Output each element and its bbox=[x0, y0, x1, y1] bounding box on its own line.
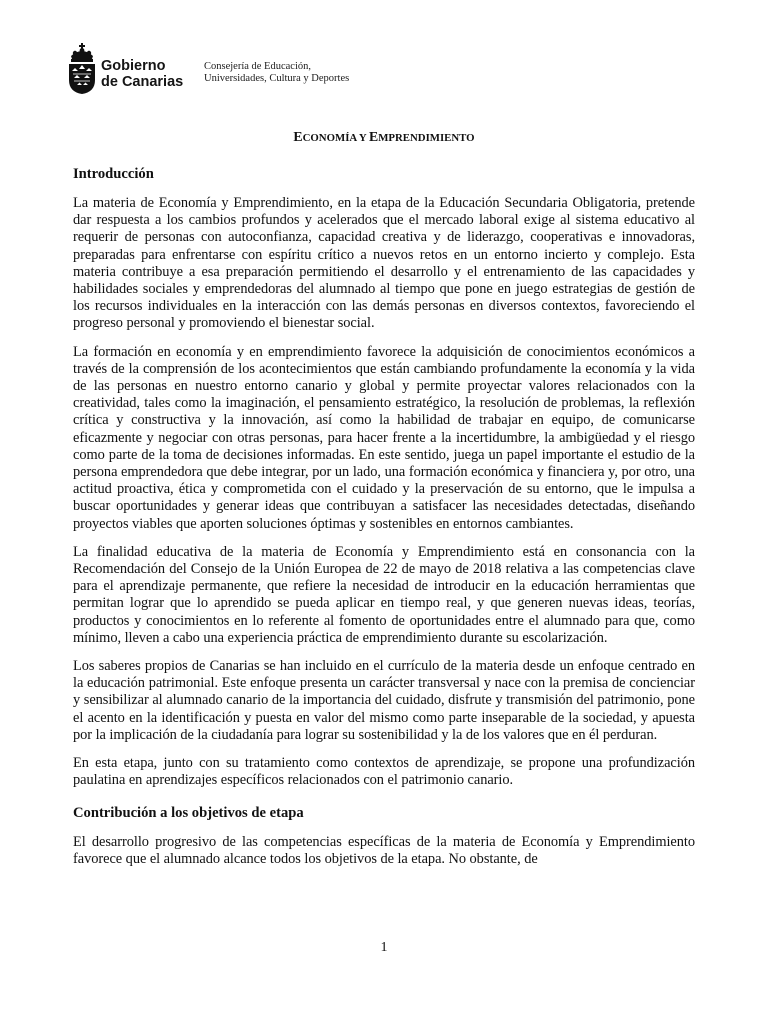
dept-name-line1: Consejería de Educación, bbox=[204, 61, 311, 72]
title-conjunction: Y bbox=[356, 132, 369, 144]
department-name bbox=[204, 61, 349, 85]
org-name-line1: Gobierno bbox=[101, 58, 166, 74]
section-heading-introduccion: Introducción bbox=[73, 166, 154, 182]
title-initial-2: E bbox=[369, 129, 379, 144]
title-initial-1: E bbox=[293, 129, 303, 144]
document-title bbox=[0, 129, 768, 146]
gobierno-canarias-coat-of-arms-logo bbox=[66, 43, 98, 95]
paragraph: La materia de Economía y Emprendimiento, en la etapa de la Educación Secundaria Obligatoria, pretende dar respuesta a los cambios profundos y acelerados que el mercado laboral exige al sistema educativo al requerir de personas con autoconfianza, capacidad creativa y de liderazgo, cooperativas e innovadoras, preparadas para enfrentarse con espíritu crítico a nuevos retos en un entorno incierto y complejo. Esta materia contribuye a esa preparación permitiendo el desarrollo y el entrenamiento de las capacidades y habilidades sociales y emprendedoras del alumnado al tiempo que pone en juego estrategias de gestión de los recursos individuales en la interacción con las demás personas en diversos contextos, favoreciendo el progreso personal y promoviendo el bienestar social. bbox=[73, 195, 695, 332]
paragraph: En esta etapa, junto con su tratamiento como contextos de aprendizaje, se propone una profundización paulatina en aprendizajes específicos relacionados con el patrimonio canario. bbox=[73, 755, 695, 789]
title-smallcaps-1: CONOMÍA bbox=[302, 132, 357, 144]
paragraph: La finalidad educativa de la materia de Economía y Emprendimiento está en consonancia con la Recomendación del Consejo de la Unión Europea de 22 de mayo de 2018 relativa a las competencias clave para el aprendizaje permanente, que refiere la necesidad de introducir en la educación herramientas que permitan lograr que lo aprendido se pueda aplicar en tiempo real, y que generen nuevas ideas, teorías, productos y conocimientos en lo referente al fomento de oportunidades entre el alumnado para que, como mínimo, lleven a cabo una experiencia práctica de emprendimiento durante su escolarización. bbox=[73, 543, 695, 646]
page-number: 1 bbox=[380, 940, 388, 955]
paragraph: Los saberes propios de Canarias se han incluido en el currículo de la materia desde un enfoque centrado en la educación patrimonial. Este enfoque presenta un carácter transversal y nace con la premisa de concienciar y sensibilizar al alumnado canario de la importancia del cuidado, disfrute y transmisión del patrimonio, pone el acento en la identificación y puesta en valor del mismo como parte inseparable de la sociedad, y apuesta por la implicación de la ciudadanía para lograr su sostenibilidad y la de los valores que en él perduran. bbox=[73, 658, 695, 743]
paragraph: El desarrollo progresivo de las competencias específicas de la materia de Economía y Emprendimiento favorece que el alumnado alcance todos los objetivos de la etapa. No obstante, de bbox=[73, 833, 695, 867]
org-name-line2: de Canarias bbox=[101, 74, 184, 90]
dept-name-line2: Universidades, Cultura y Deportes bbox=[204, 73, 350, 84]
section-heading-contribucion: Contribución a los objetivos de etapa bbox=[73, 804, 304, 821]
organization-name bbox=[101, 58, 183, 90]
paragraph: La formación en economía y en emprendimiento favorece la adquisición de conocimientos económicos a través de la comprensión de los acontecimientos que están cambiando profundamente la economía y la vida de las personas en nuestro entorno canario y global y permite proyectar valores relacionados con la creatividad, tales como la imaginación, el pensamiento estratégico, la resolución de problemas, la reflexión crítica y constructiva y la innovación, así como la habilidad de trabajar en equipo, de comunicarse eficazmente y negociar con otras personas, para hacer frente a la incertidumbre, la ambigüedad y el riesgo como parte de la toma de decisiones informadas. En este sentido, juega un papel importante el estudio de la persona emprendedora que debe integrar, por un lado, una formación económica y financiera y, por otro, una actitud proactiva, ética y comprometida con el cuidado y la preservación de su entorno, que le impulsa a buscar oportunidades y generar ideas que contribuyan a satisfacer las necesidades detectadas, diseñando proyectos viables que aporten soluciones óptimas y sostenibles en entornos cambiantes. bbox=[73, 343, 695, 532]
title-smallcaps-2: MPRENDIMIENTO bbox=[378, 132, 475, 144]
document-body bbox=[73, 166, 695, 868]
